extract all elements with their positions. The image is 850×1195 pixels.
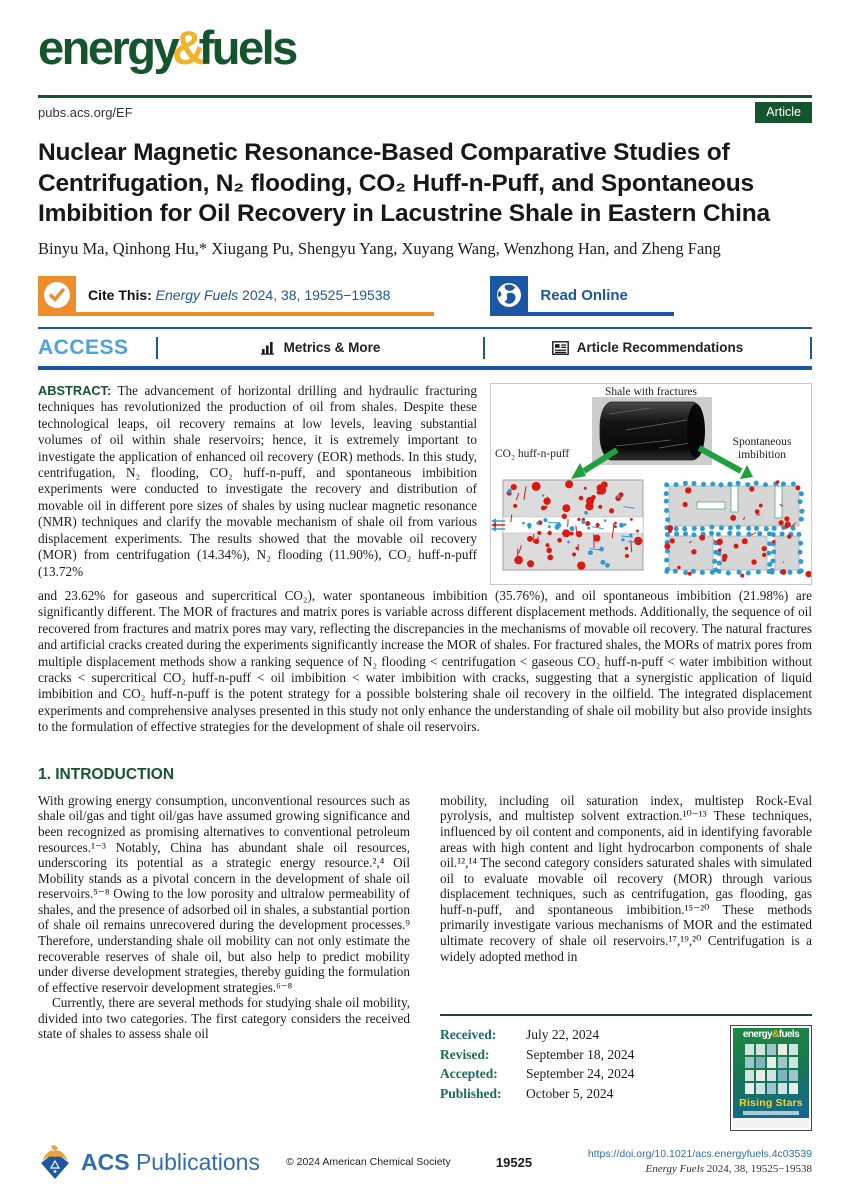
acs-brand-bold: ACS [81,1148,130,1175]
intro-paragraph-3: mobility, including oil saturation index, multistep Rock-Eval pyrolysis, and multistep solvent extraction.¹⁰⁻¹³ These techniques, influenced by oil content and components, aid in identifying favorable areas with high content and light hydrocarbon components of shale oil.¹²,¹⁴ The second category considers saturated shales with simulated oil to evaluate movable oil recovery (MOR) through various displacement techniques, such as centrifugation, gas flooding, gas huff-n-puff, and spontaneous imbibition.¹⁵⁻²⁰ These methods primarily investigate various mechanisms of MOR and the estimated ultimate recovery of shale oil reservoirs.¹⁷,¹⁹,²⁰ Centrifugation is a widely adopted method in [440,792,812,964]
accepted-row [440,1066,634,1082]
revised-label: Revised: [440,1046,490,1062]
journal-cover-thumbnail[interactable] [730,1025,812,1131]
separator [810,337,812,359]
acs-brand-rest: Publications [129,1148,260,1175]
journal-logo-fuels: fuels [198,21,296,74]
cover-logo: energy&fuels [742,1029,800,1040]
journal-logo [38,0,812,74]
intro-right-column [440,793,812,985]
citation-text [88,287,390,303]
accepted-date: September 24, 2024 [526,1066,635,1081]
citation-journal-name: Energy Fuels [155,287,239,304]
journal-citation-name: Energy Fuels [645,1162,705,1175]
intro-paragraph-1: With growing energy consumption, unconventional resources such as shale oil/gas and tight oil/gas have assumed growing significance and been recognized as promising alternatives to conventional petroleum resources.¹⁻³ Notably, China has abundant shale oil resources, underscoring its potential as a strategic energy resource.²,⁴ Oil Mobility stands as a pivotal concern in the development of shale oil reservoirs.⁵⁻⁸ Owing to the low porosity and ultralow permeability of shales, and the presence of adsorbed oil in shales, a substantial portion of shale oil remains unrecovered during the development processes.⁹ Therefore, understanding shale oil mobility can not only estimate the recoverable reserves of shale oil, but also help to predict mobility under diverse development strategies, thereby guiding the formulation of effective reservoir development strategies.⁶⁻⁸ [38,792,410,995]
received-date: July 22, 2024 [526,1027,600,1042]
abstract-text-part2: and 23.62% for gaseous and supercritical CO₂), water spontaneous imbibition (35.76%), and oil spontaneous imbibition (21.98%) are significantly different. The MOR of fractures and matrix pores is variable across different displacement methods. Additionally, the sequence of oil recovered from fractures and matrix pores may vary, reflecting the discrepancies in the mechanisms of movable oil recovery. The natural fractures and artificial cracks created during the experiments significantly increase the MOR of shales. For fractured shales, the MORs of matrix pores from multiple displacement methods show a ranking sequence of N₂ flooding < centrifugation < gaseous CO₂ huff-n-puff < water imbibition without cracks < supercritical CO₂ huff-n-puff < oil imbibition < water imbibition with cracks, suggesting that a synergistic application of liquid imbibition and CO₂ huff-n-puff is the potent strategy for a possible bolstering shale oil recovery in the oilfield. The integrated displacement experiments and comprehensive analyses presented in this study not only enhance the understanding of shale oil mobility but also provide insights to the formulation of effective strategies for the development of shale oil reservoirs. [38,587,812,735]
article-authors: Binyu Ma, Qinhong Hu,* Xiugang Pu, Shengyu Yang, Xuyang Wang, Wenzhong Han, and Zheng Fang [38,239,721,259]
article-history-box [440,1014,812,1131]
cover-photo-grid [733,1044,809,1094]
accepted-label: Accepted: [440,1066,498,1081]
article-grid-icon [552,341,569,355]
published-row [440,1086,634,1102]
spontaneous-imbibition-label: Spontaneous imbibition [732,435,792,462]
acs-logo-icon [38,1144,72,1180]
revised-row [440,1047,634,1063]
cite-this-button[interactable] [38,278,434,316]
graphical-abstract [490,383,812,585]
access-bar [38,329,812,366]
abstract-label: ABSTRACT: [38,382,112,398]
masthead-divider [38,95,812,98]
journal-logo-energy: energy [38,21,178,74]
cover-footer-strip [733,1118,809,1128]
acs-publications-brand[interactable] [38,1144,286,1180]
co2-huff-n-puff-panel [491,480,643,570]
published-date: October 5, 2024 [526,1085,614,1101]
journal-site-link[interactable]: pubs.acs.org/EF [38,104,133,120]
bar-chart-icon [261,341,276,355]
globe-icon [490,276,528,314]
intro-paragraph-2: Currently, there are several methods for studying shale oil mobility, divided into two categories. The first category considers the received state of shales to assess shale oil [38,995,410,1042]
access-tab[interactable]: ACCESS [38,335,129,359]
article-title: Nuclear Magnetic Resonance-Based Comparative Studies of Centrifugation, N₂ flooding, CO₂ Huff-n-Puff, and Spontaneous Imbibition for Oil Recovery in Lacustrine Shale in Eastern China [38,138,770,228]
journal-logo-ampersand: & [172,21,204,74]
citation-volume-pages: 2024, 38, 19525−19538 [238,287,391,304]
journal-citation-pages: 2024, 38, 19525−19538 [704,1162,812,1175]
abstract-paragraph [38,383,477,585]
page-number: 19525 [495,1154,533,1170]
metrics-and-more-item[interactable] [158,340,483,355]
abstract-text-part1: The advancement of horizontal drilling and hydraulic fracturing techniques has revolutionized the production of oil from shales. Despite these technological leaps, oil recovery remains at low levels, leaving substantial volumes of oil within shale reservoirs; hence, it is extremely important to investigate the application of enhanced oil recovery (EOR) methods. In this study, centrifugation, N₂ flooding, CO₂ huff-n-puff, and spontaneous imbibition experiments were conducted to investigate the recovery and distribution of movable oil in different pore sizes of shales by using nuclear magnetic resonance (NMR) techniques and clarify the movable mechanism of shale oil from various displacement experiments. The results showed that the movable oil recovery (MOR) from centrifugation (14.34%), N₂ flooding (11.90%), CO₂ huff-n-puff (13.72% [38,382,477,579]
received-label: Received: [440,1027,497,1042]
co2-huff-n-puff-label: CO₂ huff-n-puff [495,447,570,460]
read-online-button[interactable] [490,278,674,316]
copyright-text: © 2024 American Chemical Society [286,1156,451,1168]
article-recommendations-item[interactable] [485,340,810,355]
recommendations-label: Article Recommendations [576,340,744,356]
intro-left-column [38,793,410,1115]
introduction-heading: 1. INTRODUCTION [38,765,175,783]
check-circle-icon [38,276,76,314]
cover-title: Rising Stars [739,1097,803,1109]
access-divider-bottom [38,366,812,370]
cover-subtitle-bar [743,1111,799,1115]
metrics-label: Metrics & More [283,340,381,356]
spontaneous-imbibition-panel [664,480,811,577]
page-footer [38,1144,812,1180]
journal-citation [588,1162,812,1177]
cite-this-label: Cite This: [88,287,152,304]
article-type-badge: Article [755,102,812,123]
received-row [440,1027,634,1043]
doi-link[interactable]: https://doi.org/10.1021/acs.energyfuels.4c03539 [587,1147,812,1160]
revised-date: September 18, 2024 [526,1046,635,1062]
read-online-label: Read Online [540,286,628,304]
shale-with-fractures-label: Shale with fractures [605,385,697,398]
published-label: Published: [440,1085,502,1101]
